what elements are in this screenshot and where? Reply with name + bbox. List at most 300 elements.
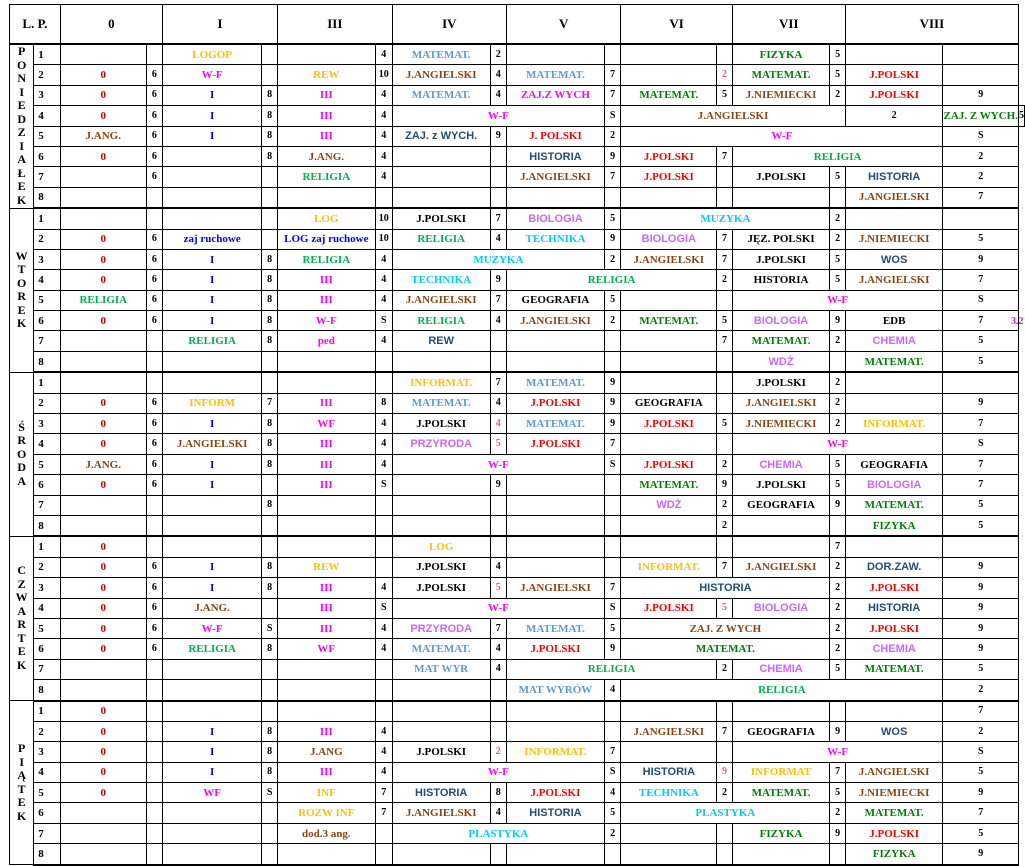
room-number bbox=[605, 536, 621, 557]
subject-cell bbox=[277, 515, 375, 536]
room-number: 6 bbox=[146, 249, 162, 269]
subject-cell bbox=[277, 44, 375, 65]
room-number bbox=[146, 783, 162, 803]
subject-cell bbox=[621, 290, 717, 310]
lesson-number: 7 bbox=[34, 659, 61, 679]
day-letter: R bbox=[17, 433, 26, 448]
subject-cell: J.ANGIELSKI bbox=[732, 393, 830, 413]
subject-cell: RELIGIA bbox=[162, 331, 261, 351]
subject-cell: ZAJ. z WYCH. bbox=[392, 126, 490, 146]
subject-cell: 0 bbox=[60, 414, 146, 434]
room-number bbox=[490, 495, 506, 515]
subject-cell: GEOGRAFIA bbox=[732, 495, 830, 515]
subject-cell: WOS bbox=[845, 249, 943, 269]
subject-cell: MATEMAT. bbox=[392, 44, 490, 65]
room-number bbox=[262, 844, 278, 865]
subject-cell: RELIGIA bbox=[277, 167, 375, 187]
room-number: S bbox=[943, 126, 1019, 146]
room-number: 9 bbox=[943, 85, 1019, 105]
lesson-row bbox=[10, 598, 1025, 618]
room-number: S bbox=[943, 290, 1019, 310]
subject-cell: J.POLSKI bbox=[506, 639, 604, 659]
subject-cell: I bbox=[162, 106, 261, 126]
room-number: 8 bbox=[262, 495, 278, 515]
room-number: 5 bbox=[943, 515, 1019, 536]
room-number bbox=[146, 351, 162, 372]
subject-cell: J. POLSKI bbox=[506, 126, 604, 146]
room-number: 7 bbox=[605, 85, 621, 105]
room-number: 9 bbox=[605, 414, 621, 434]
lesson-row bbox=[10, 578, 1025, 598]
day-label bbox=[10, 536, 34, 700]
timetable bbox=[9, 4, 1025, 866]
room-number: 7 bbox=[943, 187, 1019, 208]
room-number bbox=[830, 701, 845, 722]
day-letter: Ą bbox=[17, 768, 26, 783]
room-number: 4 bbox=[375, 85, 392, 105]
room-number: S bbox=[375, 598, 392, 618]
subject-cell: BIOLOGIA bbox=[506, 208, 604, 229]
subject-cell: W-F bbox=[277, 311, 375, 331]
col-header-5: V bbox=[506, 5, 620, 45]
subject-cell: FIZYKA bbox=[732, 823, 830, 843]
room-number: 10 bbox=[375, 208, 392, 229]
lesson-number: 2 bbox=[34, 557, 61, 577]
room-number: 2 bbox=[830, 803, 845, 823]
room-number: 9 bbox=[717, 762, 732, 782]
room-number: 7 bbox=[605, 578, 621, 598]
subject-cell: 0 bbox=[60, 85, 146, 105]
lesson-row bbox=[10, 742, 1025, 762]
room-number bbox=[830, 515, 845, 536]
room-number: 2 bbox=[943, 680, 1019, 701]
subject-cell: PRZYRODA bbox=[392, 618, 490, 638]
room-number: 5 bbox=[943, 229, 1019, 249]
lesson-number: 5 bbox=[34, 290, 61, 310]
room-number: 7 bbox=[943, 414, 1019, 434]
subject-cell: W-F bbox=[392, 106, 604, 126]
room-number: 8 bbox=[490, 783, 506, 803]
subject-cell bbox=[60, 515, 146, 536]
subject-cell: LOG bbox=[392, 536, 490, 557]
room-number: 5 bbox=[605, 208, 621, 229]
subject-cell: J.POLSKI bbox=[392, 414, 490, 434]
subject-cell: WDŻ bbox=[621, 495, 717, 515]
room-number bbox=[717, 290, 732, 310]
subject-cell: ZAJ. Z WYCH bbox=[621, 618, 830, 638]
subject-cell bbox=[506, 844, 604, 865]
subject-cell bbox=[845, 372, 943, 393]
subject-cell: III bbox=[277, 85, 375, 105]
subject-cell: RELIGIA bbox=[60, 290, 146, 310]
room-number bbox=[490, 515, 506, 536]
room-number bbox=[146, 680, 162, 701]
room-number: 8 bbox=[262, 331, 278, 351]
day-letter: P bbox=[17, 741, 26, 756]
room-number bbox=[262, 229, 278, 249]
day-letter: T bbox=[17, 262, 26, 277]
room-number bbox=[605, 844, 621, 865]
room-number bbox=[375, 680, 392, 701]
room-number: 7 bbox=[262, 393, 278, 413]
lesson-row bbox=[10, 475, 1025, 495]
subject-cell: III bbox=[277, 762, 375, 782]
room-number: 2 bbox=[490, 742, 506, 762]
room-number: 6 bbox=[146, 290, 162, 310]
room-number: 2 bbox=[717, 659, 732, 679]
col-header-7: VII bbox=[732, 5, 845, 45]
lesson-row bbox=[10, 803, 1025, 823]
subject-cell: BIOLOGIA bbox=[732, 311, 830, 331]
room-number: 8 bbox=[262, 311, 278, 331]
lesson-row bbox=[10, 823, 1025, 843]
room-number: 9 bbox=[830, 823, 845, 843]
room-number bbox=[375, 187, 392, 208]
room-number: 2 bbox=[490, 44, 506, 65]
day-letter: I bbox=[19, 754, 24, 769]
room-number bbox=[262, 680, 278, 701]
subject-cell: WF bbox=[277, 639, 375, 659]
day-letter: C bbox=[17, 563, 26, 578]
subject-cell bbox=[162, 701, 261, 722]
lesson-row bbox=[10, 495, 1025, 515]
room-number: 5 bbox=[830, 167, 845, 187]
room-number: 4 bbox=[375, 721, 392, 741]
col-header-6: VI bbox=[621, 5, 732, 45]
room-number bbox=[146, 536, 162, 557]
lesson-row bbox=[10, 106, 1025, 126]
day-letter: Ś bbox=[18, 419, 25, 434]
subject-cell: J.POLSKI bbox=[845, 823, 943, 843]
room-number bbox=[490, 844, 506, 865]
room-number: 4 bbox=[375, 639, 392, 659]
subject-cell: RELIGIA bbox=[392, 311, 490, 331]
room-number bbox=[375, 515, 392, 536]
room-number: 6 bbox=[146, 146, 162, 166]
edge-note: 3.2 bbox=[1011, 316, 1024, 327]
subject-cell: ZAJ. Z WYCH. bbox=[943, 106, 1019, 126]
subject-cell bbox=[392, 721, 490, 741]
subject-cell: ROZW INF bbox=[277, 803, 375, 823]
subject-cell: INFORM bbox=[162, 393, 261, 413]
lesson-number: 1 bbox=[34, 701, 61, 722]
room-number: 9 bbox=[943, 557, 1019, 577]
subject-cell: zaj ruchowe bbox=[162, 229, 261, 249]
room-number: 7 bbox=[717, 229, 732, 249]
room-number: S bbox=[943, 742, 1019, 762]
subject-cell: MAT WYRÓW bbox=[506, 680, 604, 701]
subject-cell: GEOGRAFIA bbox=[621, 393, 717, 413]
room-number bbox=[717, 372, 732, 393]
lesson-row bbox=[10, 65, 1025, 85]
lesson-row bbox=[10, 844, 1025, 865]
subject-cell: J.POLSKI bbox=[621, 146, 717, 166]
room-number: 8 bbox=[262, 146, 278, 166]
lesson-row bbox=[10, 311, 1025, 331]
subject-cell: FIZYKA bbox=[732, 44, 830, 65]
subject-cell bbox=[732, 844, 830, 865]
subject-cell: RELIGIA bbox=[732, 146, 943, 166]
room-number bbox=[605, 351, 621, 372]
lesson-number: 2 bbox=[34, 65, 61, 85]
subject-cell bbox=[392, 680, 490, 701]
room-number: 9 bbox=[830, 495, 845, 515]
subject-cell: III bbox=[277, 434, 375, 454]
subject-cell bbox=[506, 187, 604, 208]
room-number bbox=[490, 680, 506, 701]
room-number: 9 bbox=[605, 229, 621, 249]
subject-cell bbox=[392, 475, 490, 495]
subject-cell bbox=[162, 146, 261, 166]
room-number: 9 bbox=[490, 270, 506, 290]
subject-cell bbox=[277, 495, 375, 515]
subject-cell: W-F bbox=[732, 434, 943, 454]
lesson-number: 3 bbox=[34, 742, 61, 762]
room-number: 8 bbox=[262, 742, 278, 762]
room-number: 5 bbox=[717, 85, 732, 105]
room-number: 2 bbox=[830, 578, 845, 598]
subject-cell: RELIGIA bbox=[621, 680, 943, 701]
subject-cell: 0 bbox=[60, 475, 146, 495]
room-number bbox=[605, 187, 621, 208]
lesson-number: 8 bbox=[34, 515, 61, 536]
subject-cell: J.ANGIELSKI bbox=[845, 762, 943, 782]
room-number: 9 bbox=[605, 393, 621, 413]
subject-cell: 0 bbox=[60, 598, 146, 618]
room-number: 4 bbox=[490, 659, 506, 679]
room-number: 2 bbox=[943, 146, 1019, 166]
lesson-row bbox=[10, 270, 1025, 290]
room-number: 7 bbox=[375, 803, 392, 823]
room-number: 4 bbox=[375, 434, 392, 454]
room-number bbox=[943, 208, 1019, 229]
subject-cell: CHEMIA bbox=[732, 454, 830, 474]
room-number: 4 bbox=[490, 639, 506, 659]
subject-cell: J.POLSKI bbox=[732, 167, 830, 187]
col-header-1: I bbox=[162, 5, 277, 45]
lesson-row bbox=[10, 249, 1025, 269]
room-number: 7 bbox=[490, 372, 506, 393]
room-number: 2 bbox=[717, 454, 732, 474]
subject-cell: MATEMAT. bbox=[392, 393, 490, 413]
room-number: 8 bbox=[262, 85, 278, 105]
room-number bbox=[262, 372, 278, 393]
subject-cell: 0 bbox=[60, 434, 146, 454]
room-number: 2 bbox=[830, 639, 845, 659]
room-number: 9 bbox=[943, 618, 1019, 638]
subject-cell bbox=[277, 187, 375, 208]
subject-cell: HISTORIA bbox=[845, 167, 943, 187]
room-number bbox=[605, 515, 621, 536]
subject-cell: MATEMAT. bbox=[845, 803, 943, 823]
room-number: 6 bbox=[146, 454, 162, 474]
day-letter: O bbox=[16, 275, 27, 290]
subject-cell: 0 bbox=[60, 106, 146, 126]
subject-cell: MATEMAT. bbox=[732, 65, 830, 85]
room-number: 5 bbox=[943, 331, 1019, 351]
subject-cell: MATEMAT. bbox=[845, 659, 943, 679]
lesson-row bbox=[10, 290, 1025, 310]
subject-cell: dod.3 ang. bbox=[277, 823, 375, 843]
room-number: 2 bbox=[845, 106, 943, 126]
subject-cell: J.ANGIELSKI bbox=[392, 803, 490, 823]
lesson-number: 7 bbox=[34, 495, 61, 515]
subject-cell: J.ANGIELSKI bbox=[621, 249, 717, 269]
day-label bbox=[10, 208, 34, 372]
subject-cell: DOR.ZAW. bbox=[845, 557, 943, 577]
lesson-number: 2 bbox=[34, 721, 61, 741]
day-letter: A bbox=[17, 473, 26, 488]
subject-cell: WOS bbox=[845, 721, 943, 741]
subject-cell: TECHNIKA bbox=[392, 270, 490, 290]
room-number bbox=[146, 187, 162, 208]
subject-cell bbox=[60, 680, 146, 701]
room-number bbox=[605, 721, 621, 741]
subject-cell: 0 bbox=[60, 393, 146, 413]
subject-cell: J.NIEMIECKI bbox=[732, 85, 830, 105]
subject-cell bbox=[621, 823, 717, 843]
subject-cell: CHEMIA bbox=[732, 659, 830, 679]
subject-cell: WDŻ bbox=[732, 351, 830, 372]
subject-cell: I bbox=[162, 454, 261, 474]
room-number bbox=[146, 659, 162, 679]
subject-cell bbox=[60, 331, 146, 351]
room-number: 6 bbox=[146, 126, 162, 146]
room-number: 4 bbox=[375, 454, 392, 474]
room-number: 2 bbox=[830, 229, 845, 249]
subject-cell: W-F bbox=[392, 598, 604, 618]
room-number: 7 bbox=[830, 536, 845, 557]
subject-cell bbox=[277, 351, 375, 372]
subject-cell: III bbox=[277, 475, 375, 495]
room-number: 2 bbox=[717, 515, 732, 536]
room-number: 7 bbox=[717, 146, 732, 166]
room-number: 9 bbox=[717, 475, 732, 495]
subject-cell bbox=[60, 844, 146, 865]
subject-cell: WF bbox=[277, 414, 375, 434]
subject-cell: BIOLOGIA bbox=[845, 475, 943, 495]
col-header-0: 0 bbox=[60, 5, 162, 45]
subject-cell: 0 bbox=[60, 762, 146, 782]
subject-cell bbox=[162, 495, 261, 515]
room-number: 7 bbox=[943, 803, 1019, 823]
subject-cell: J.POLSKI bbox=[621, 167, 717, 187]
room-number: 8 bbox=[262, 434, 278, 454]
subject-cell bbox=[277, 844, 375, 865]
subject-cell: J.POLSKI bbox=[621, 598, 717, 618]
room-number bbox=[146, 844, 162, 865]
subject-cell bbox=[60, 659, 146, 679]
subject-cell: EDB bbox=[845, 311, 943, 331]
room-number bbox=[830, 351, 845, 372]
subject-cell: 0 bbox=[60, 783, 146, 803]
day-letter: K bbox=[16, 192, 27, 207]
subject-cell: CHEMIA bbox=[845, 639, 943, 659]
room-number: 7 bbox=[605, 65, 621, 85]
subject-cell bbox=[506, 475, 604, 495]
subject-cell: RELIGIA bbox=[162, 639, 261, 659]
room-number: 2 bbox=[830, 618, 845, 638]
subject-cell: J.POLSKI bbox=[732, 249, 830, 269]
subject-cell: PLASTYKA bbox=[621, 803, 830, 823]
subject-cell: WF bbox=[162, 783, 261, 803]
room-number bbox=[146, 495, 162, 515]
room-number: 5 bbox=[830, 270, 845, 290]
subject-cell bbox=[845, 393, 943, 413]
lesson-row bbox=[10, 331, 1025, 351]
room-number: 5 bbox=[943, 351, 1019, 372]
subject-cell: W-F bbox=[162, 618, 261, 638]
room-number: 8 bbox=[262, 249, 278, 269]
room-number: 4 bbox=[605, 680, 621, 701]
room-number bbox=[490, 146, 506, 166]
subject-cell: J.ANG. bbox=[162, 598, 261, 618]
room-number: 9 bbox=[830, 311, 845, 331]
room-number: 5 bbox=[943, 823, 1019, 843]
col-header-3: III bbox=[277, 5, 392, 45]
room-number: 4 bbox=[605, 783, 621, 803]
room-number: 5 bbox=[830, 783, 845, 803]
room-number: S bbox=[605, 106, 621, 126]
day-letter: W bbox=[15, 590, 28, 605]
subject-cell: INFORMAT. bbox=[506, 742, 604, 762]
subject-cell: ped bbox=[277, 331, 375, 351]
subject-cell: III bbox=[277, 721, 375, 741]
room-number: 9 bbox=[943, 578, 1019, 598]
subject-cell bbox=[60, 803, 146, 823]
room-number: 5 bbox=[943, 762, 1019, 782]
room-number: 6 bbox=[146, 598, 162, 618]
room-number: 6 bbox=[146, 65, 162, 85]
room-number: 9 bbox=[943, 393, 1019, 413]
subject-cell bbox=[277, 701, 375, 722]
subject-cell bbox=[506, 557, 604, 577]
lesson-number: 8 bbox=[34, 187, 61, 208]
room-number: 8 bbox=[262, 270, 278, 290]
lesson-number: 4 bbox=[34, 106, 61, 126]
day-letter: E bbox=[17, 179, 26, 194]
lesson-row bbox=[10, 146, 1025, 166]
room-number: 5 bbox=[830, 659, 845, 679]
room-number: 8 bbox=[262, 454, 278, 474]
subject-cell bbox=[60, 208, 146, 229]
day-letter: O bbox=[16, 446, 27, 461]
subject-cell: INFORMAT bbox=[732, 762, 830, 782]
room-number bbox=[375, 557, 392, 577]
room-number: S bbox=[605, 762, 621, 782]
room-number bbox=[605, 331, 621, 351]
subject-cell: CHEMIA bbox=[845, 331, 943, 351]
lesson-number: 3 bbox=[34, 414, 61, 434]
subject-cell bbox=[506, 701, 604, 722]
room-number: 4 bbox=[375, 742, 392, 762]
subject-cell: J.POLSKI bbox=[732, 372, 830, 393]
room-number: 7 bbox=[943, 475, 1019, 495]
subject-cell: J.POLSKI bbox=[506, 393, 604, 413]
subject-cell bbox=[162, 536, 261, 557]
day-letter: I bbox=[19, 138, 24, 153]
room-number: 6 bbox=[146, 475, 162, 495]
room-number bbox=[375, 701, 392, 722]
room-number: 9 bbox=[943, 783, 1019, 803]
subject-cell: J.POLSKI bbox=[845, 85, 943, 105]
subject-cell: J.ANGIELSKI bbox=[845, 270, 943, 290]
room-number bbox=[146, 372, 162, 393]
room-number bbox=[943, 372, 1019, 393]
room-number bbox=[262, 475, 278, 495]
room-number: 2 bbox=[830, 331, 845, 351]
room-number: 7 bbox=[605, 434, 621, 454]
